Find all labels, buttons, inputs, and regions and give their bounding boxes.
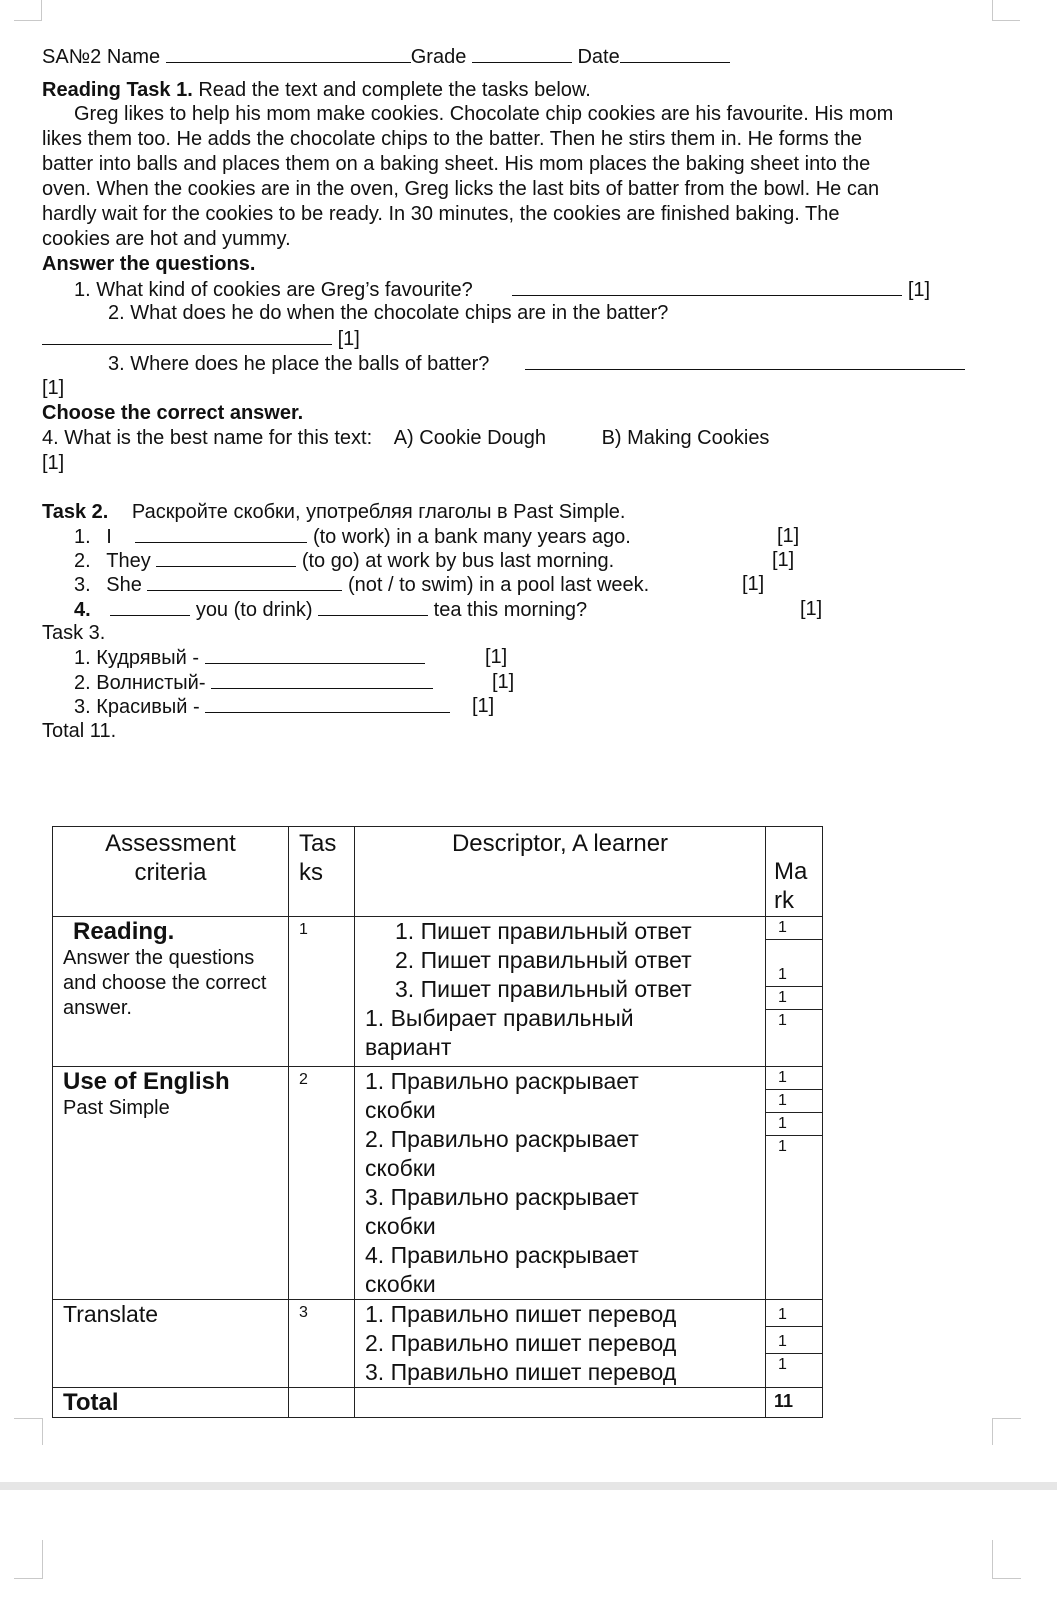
name-blank[interactable] (166, 44, 411, 63)
task2-item-2 (74, 548, 614, 573)
total-empty-2 (355, 1388, 766, 1418)
question-1-text: 1. What kind of cookies are Greg’s favourite? (74, 279, 473, 301)
task3-title: Task 3. (42, 622, 106, 644)
question-1 (74, 277, 930, 302)
header-line (42, 44, 730, 69)
header-descriptor-text: Descriptor, A learner (451, 830, 669, 857)
header-mark (766, 827, 823, 917)
text-line-4: oven. When the cookies are in the oven, Greg licks the last bits of batter from the bowl. He can (42, 178, 880, 200)
reading-task-heading (42, 78, 591, 102)
word-label: 3. Красивый - (74, 696, 200, 718)
translate-task-number (289, 1300, 355, 1388)
header-mark-text (766, 827, 822, 915)
reading-descriptor-2: 2. Пишет правильный ответ (395, 947, 692, 973)
text-line-1: Greg likes to help his mom make cookies. Chocolate chip cookies are his favourite. His mom (74, 103, 894, 125)
next-page-corner-right (992, 1540, 1021, 1579)
corner-mark-top-right-h (992, 20, 1020, 21)
task3-blank-3[interactable] (205, 694, 450, 713)
task2-mark-3: [1] (742, 573, 765, 595)
reading-task-instruction: Read the text and complete the tasks below. (198, 79, 591, 101)
question-3 (108, 351, 965, 376)
task2-mark-1: [1] (777, 525, 800, 547)
task2-blank-4a[interactable] (110, 597, 190, 616)
header-descriptor (355, 827, 766, 917)
translate-marks (766, 1300, 823, 1388)
header-mark-part1: Ma (774, 858, 808, 885)
text-line-6: cookies are hot and yummy. (42, 228, 291, 250)
mark-cell: 1 (766, 940, 822, 987)
item-subject: She (106, 574, 142, 596)
task2-item-3 (74, 572, 649, 597)
task2-title: Task 2. (42, 501, 109, 523)
task2-blank-3[interactable] (147, 572, 342, 591)
header-tasks (289, 827, 355, 917)
row-total (53, 1388, 823, 1418)
reading-descriptor-3: 3. Пишет правильный ответ (395, 976, 692, 1002)
task2-blank-1[interactable] (135, 524, 307, 543)
reading-descriptor-4: 1. Выбирает правильный вариант (365, 1005, 634, 1060)
answer-3-blank[interactable] (525, 351, 965, 370)
uoe-descriptor-4: 4. Правильно раскрывает скобки (365, 1242, 639, 1297)
uoe-descriptor-3: 3. Правильно раскрывает скобки (365, 1184, 639, 1239)
total-empty-1 (289, 1388, 355, 1418)
text-line-3: batter into balls and places them on a baking sheet. His mom places the baking sheet into the (42, 153, 871, 175)
option-b[interactable]: B) Making Cookies (601, 427, 770, 449)
mark-cell: 1 (766, 1113, 822, 1136)
translate-title: Translate (63, 1301, 159, 1327)
item-number: 3. (74, 574, 91, 596)
text-line-2: likes them too. He adds the chocolate chips to the batter. Then he stirs them in. He forms the (42, 128, 863, 150)
mark-cell: 1 (766, 987, 822, 1010)
reading-task-number (289, 917, 355, 1067)
uoe-title: Use of English (63, 1068, 230, 1095)
item-hint-2: tea this morning? (433, 599, 588, 621)
uoe-criteria (53, 1067, 289, 1300)
translate-descriptor-2: 2. Правильно пишет перевод (365, 1330, 677, 1356)
uoe-descriptor-2: 2. Правильно раскрывает скобки (365, 1126, 639, 1181)
next-page-corner-left (14, 1540, 43, 1579)
item-number: 2. (74, 550, 91, 572)
task2-blank-4b[interactable] (318, 597, 428, 616)
text-line-5: hardly wait for the cookies to be ready. In 30 minutes, the cookies are finished baking. The (42, 203, 840, 225)
item-hint: you (to drink) (195, 599, 313, 621)
item-subject: They (106, 550, 151, 572)
item-hint: (not / to swim) in a pool last week. (347, 574, 650, 596)
item-hint: (to go) at work by bus last morning. (301, 550, 615, 572)
task3-mark-1: [1] (485, 646, 508, 668)
grade-label: Grade (410, 46, 467, 68)
mark-cell: 1 (766, 1300, 822, 1327)
translate-descriptors (355, 1300, 766, 1388)
reading-criteria (53, 917, 289, 1067)
word-label: 1. Кудрявый - (74, 647, 200, 669)
answer-1-blank[interactable] (512, 277, 902, 296)
uoe-task-number-text: 2 (299, 1071, 308, 1088)
task2-item-1 (74, 524, 631, 549)
task3-item-2 (74, 670, 433, 695)
corner-mark-top-left-h (14, 20, 42, 21)
uoe-descriptor-1: 1. Правильно раскрывает скобки (365, 1068, 639, 1123)
row-translate (53, 1300, 823, 1388)
item-number: 4. (74, 599, 91, 621)
mark-cell: 1 (778, 1012, 787, 1029)
uoe-marks (766, 1067, 823, 1300)
corner-mark-top-left (41, 0, 42, 20)
question-4-text: 4. What is the best name for this text: (42, 427, 373, 449)
header-criteria-text: Assessment criteria (105, 830, 236, 886)
total-value-cell (766, 1388, 823, 1418)
question-3-text: 3. Where does he place the balls of batter? (108, 353, 490, 375)
question-2-answer (42, 326, 360, 351)
uoe-task-number (289, 1067, 355, 1300)
task2-heading (42, 500, 625, 524)
reading-marks (766, 917, 823, 1067)
task3-blank-1[interactable] (205, 645, 425, 664)
header-tasks-part2: ks (299, 859, 323, 886)
total-label: Total (63, 1389, 119, 1416)
task3-item-3 (74, 694, 450, 719)
header-tasks-text (289, 827, 354, 887)
date-label: Date (577, 46, 620, 68)
date-blank[interactable] (620, 44, 730, 63)
total-value: 11 (774, 1391, 794, 1411)
mark-cell: 1 (766, 1090, 822, 1113)
task3-item-1 (74, 645, 425, 670)
choose-heading: Choose the correct answer. (42, 402, 304, 424)
reading-descriptor-1: 1. Пишет правильный ответ (395, 918, 692, 944)
question-3-mark: [1] (42, 377, 65, 399)
reading-task-number-text: 1 (299, 921, 308, 938)
item-hint: (to work) in a bank many years ago. (312, 526, 631, 548)
mark-cell: 1 (778, 1356, 787, 1373)
item-number: 1. (74, 526, 91, 548)
task2-mark-2: [1] (772, 549, 795, 571)
page-gap (0, 1482, 1057, 1490)
mark-cell: 1 (778, 1138, 787, 1155)
grade-blank[interactable] (472, 44, 572, 63)
reading-task-title: Reading Task 1. (42, 79, 193, 101)
reading-subtitle: Answer the questions and choose the correct answer. (63, 947, 267, 1019)
mark-cell: 1 (766, 917, 822, 940)
word-label: 2. Волнистый- (74, 672, 206, 694)
row-use-of-english (53, 1067, 823, 1300)
translate-task-number-text: 3 (299, 1304, 308, 1321)
task3-mark-3: [1] (472, 695, 495, 717)
question-4-mark: [1] (42, 452, 65, 474)
assessment-table (52, 826, 823, 1418)
translate-criteria (53, 1300, 289, 1388)
table-header-row (53, 827, 823, 917)
question-1-mark: [1] (907, 279, 931, 301)
option-a[interactable]: A) Cookie Dough (393, 427, 547, 449)
uoe-subtitle: Past Simple (63, 1097, 170, 1119)
reading-descriptors (355, 917, 766, 1067)
name-label: SA№2 Name (42, 46, 161, 68)
task2-instruction: Раскройте скобки, употребляя глаголы в Past Simple. (131, 501, 626, 523)
question-4 (42, 426, 769, 450)
total-line: Total 11. (42, 720, 117, 742)
task2-mark-4: [1] (800, 598, 823, 620)
answer-2-blank[interactable] (42, 326, 332, 345)
question-2: 2. What does he do when the chocolate chips are in the batter? (108, 302, 669, 324)
corner-mark-bottom-left (14, 1418, 43, 1445)
task2-blank-2[interactable] (156, 548, 296, 567)
header-criteria (53, 827, 289, 917)
task2-item-4 (74, 597, 587, 622)
answer-heading: Answer the questions. (42, 253, 256, 275)
corner-mark-bottom-right (992, 1418, 1021, 1445)
uoe-descriptors (355, 1067, 766, 1300)
reading-title: Reading. (73, 918, 175, 945)
translate-descriptor-1: 1. Правильно пишет перевод (365, 1301, 677, 1327)
task3-blank-2[interactable] (211, 670, 433, 689)
header-mark-part2: rk (774, 887, 794, 914)
question-2-mark: [1] (337, 328, 360, 350)
item-subject: I (106, 526, 112, 548)
corner-mark-top-right (992, 0, 993, 20)
mark-cell: 1 (766, 1067, 822, 1090)
mark-cell: 1 (766, 1327, 822, 1354)
translate-descriptor-3: 3. Правильно пишет перевод (365, 1359, 677, 1385)
header-tasks-part1: Tas (299, 830, 337, 857)
task3-mark-2: [1] (492, 671, 515, 693)
row-reading (53, 917, 823, 1067)
total-label-cell (53, 1388, 289, 1418)
